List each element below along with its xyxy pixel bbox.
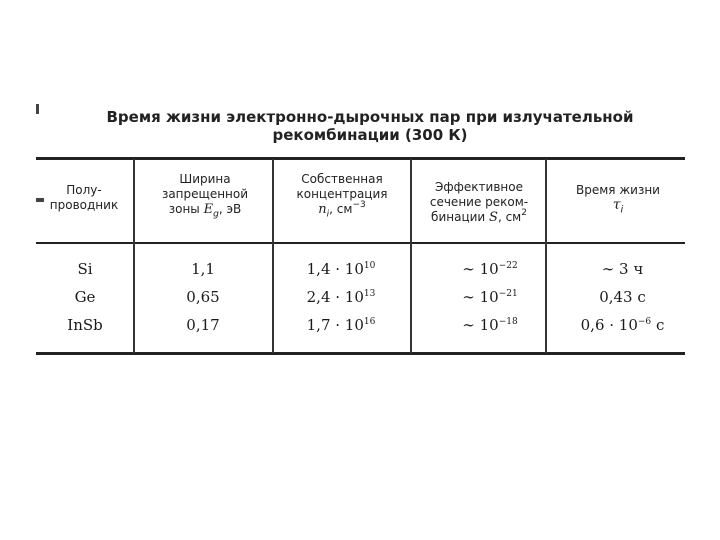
header-text: проводник: [49, 198, 119, 212]
cell-semiconductor: Si: [77, 260, 93, 278]
cell-cross-section: [420, 316, 560, 334]
superscript: 2: [521, 208, 527, 218]
exponent: −18: [498, 317, 518, 327]
header-text: сечение реком-: [429, 195, 529, 209]
cell-semiconductor: Ge: [74, 288, 96, 306]
exponent: −6: [637, 317, 652, 327]
symbol: E: [203, 202, 214, 217]
scan-mark: [36, 104, 39, 114]
value: 1,4 · 10: [306, 260, 364, 278]
exponent: 16: [363, 317, 376, 327]
superscript: −3: [352, 200, 366, 210]
exponent: −22: [498, 261, 518, 271]
header-text: , см: [497, 210, 522, 224]
symbol: n: [318, 202, 327, 217]
exponent: 13: [363, 289, 376, 299]
cell-lifetime: [560, 316, 685, 334]
cell-band-gap: 0,65: [186, 288, 220, 306]
header-concentration: [276, 172, 408, 222]
cell-band-gap: 0,17: [186, 316, 220, 334]
header-text: бинации: [431, 210, 490, 224]
cell-cross-section: [420, 260, 560, 278]
cell-semiconductor: InSb: [67, 316, 103, 334]
header-text: концентрация: [296, 187, 388, 201]
table-title-line2: рекомбинации (300 К): [272, 126, 468, 144]
cell-concentration: [276, 288, 406, 306]
cell-lifetime: 0,43 с: [599, 288, 646, 306]
cell-concentration: [276, 260, 406, 278]
column-divider: [272, 159, 274, 353]
header-text: [552, 198, 684, 217]
value: 1,7 · 10: [306, 316, 364, 334]
header-cross-section: [414, 180, 544, 225]
column-divider: [410, 159, 412, 353]
header-lifetime: [552, 183, 684, 217]
exponent: −21: [498, 289, 518, 299]
header-text: [276, 202, 408, 222]
exponent: 10: [363, 261, 376, 271]
subscript: g: [213, 209, 219, 220]
cell-band-gap: 1,1: [191, 260, 215, 278]
header-band-gap: [140, 172, 270, 222]
value: 2,4 · 10: [306, 288, 364, 306]
column-divider: [133, 159, 135, 353]
header-text: запрещенной: [161, 187, 249, 201]
header-text: Собственная: [301, 172, 383, 186]
value: ∼ 10: [462, 288, 499, 306]
header-text: [414, 210, 544, 225]
header-text: , эВ: [218, 202, 242, 216]
cell-cross-section: [420, 288, 560, 306]
header-text: зоны: [168, 202, 204, 216]
header-text: Полу-: [66, 183, 102, 197]
unit: с: [651, 316, 665, 334]
subscript: i: [326, 209, 330, 220]
subscript: i: [620, 204, 624, 216]
header-text: , см: [329, 202, 353, 216]
table-title-line1: Время жизни электронно-дырочных пар при излучательной: [106, 108, 634, 126]
value: ∼ 10: [462, 260, 499, 278]
symbol: τ: [612, 197, 621, 213]
cell-lifetime: ∼ 3 ч: [601, 260, 644, 278]
header-text: [140, 202, 270, 222]
value: ∼ 10: [462, 316, 499, 334]
cell-concentration: [276, 316, 406, 334]
symbol: S: [489, 210, 498, 225]
header-semiconductor: [36, 183, 132, 213]
value: 0,6 · 10: [580, 316, 638, 334]
header-text: Время жизни: [576, 183, 660, 197]
header-text: Эффективное: [435, 180, 523, 194]
header-text: Ширина: [179, 172, 231, 186]
